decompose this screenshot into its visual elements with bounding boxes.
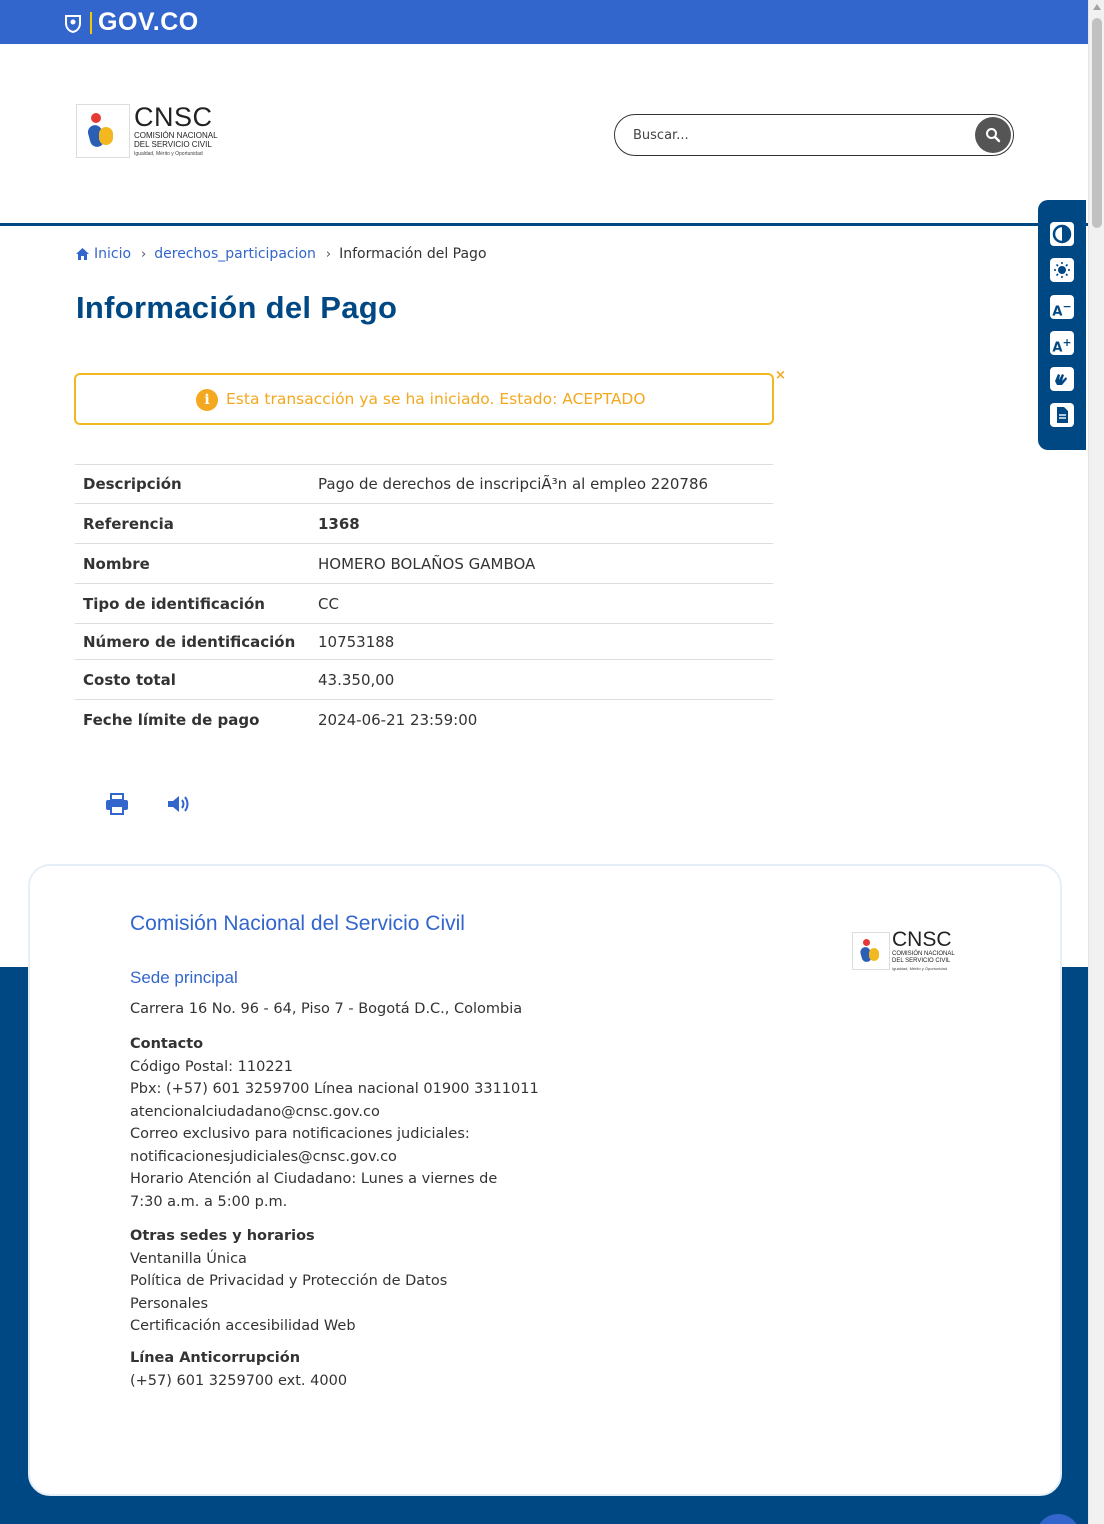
sign-language-icon[interactable] bbox=[1050, 367, 1074, 391]
colombia-shield-icon bbox=[62, 12, 84, 34]
contact-judicial-email[interactable]: notificacionesjudiciales@cnsc.gov.co bbox=[130, 1148, 397, 1165]
footer-title: Comisión Nacional del Servicio Civil bbox=[130, 912, 465, 935]
link-accessibility-cert[interactable]: Certificación accesibilidad Web bbox=[130, 1318, 356, 1334]
row-value: 2024-06-21 23:59:00 bbox=[310, 700, 773, 740]
other-sites-heading: Otras sedes y horarios bbox=[130, 1228, 315, 1244]
contrast-icon[interactable] bbox=[1050, 222, 1074, 246]
site-header bbox=[0, 44, 1088, 226]
alert-message: Esta transacción ya se ha iniciado. Estado: ACEPTADO bbox=[226, 390, 646, 408]
contact-postal: Código Postal: 110221 bbox=[130, 1058, 294, 1075]
row-label: Número de identificación bbox=[75, 624, 310, 660]
cnsc-logo[interactable] bbox=[76, 104, 222, 160]
anticorruption-phone[interactable]: (+57) 601 3259700 ext. 4000 bbox=[130, 1372, 348, 1389]
home-icon bbox=[76, 248, 89, 260]
contact-hours-time: 7:30 a.m. a 5:00 p.m. bbox=[130, 1193, 288, 1210]
search-button[interactable] bbox=[975, 117, 1011, 153]
alert-close-button[interactable]: × bbox=[775, 368, 786, 383]
row-value: 1368 bbox=[310, 504, 773, 544]
breadcrumb-home[interactable]: Inicio bbox=[94, 246, 132, 262]
document-icon[interactable] bbox=[1050, 403, 1074, 427]
font-decrease-icon[interactable]: A− bbox=[1050, 295, 1074, 319]
info-icon: i bbox=[196, 389, 218, 411]
print-icon[interactable] bbox=[104, 791, 130, 817]
contact-hours: Horario Atención al Ciudadano: Lunes a viernes de bbox=[130, 1171, 498, 1187]
row-label: Tipo de identificación bbox=[75, 584, 310, 624]
table-row bbox=[75, 584, 773, 624]
cnsc-logo-subtitle: COMISIÓN NACIONAL DEL SERVICIO CIVIL bbox=[134, 131, 218, 149]
brightness-icon[interactable] bbox=[1050, 258, 1074, 282]
scroll-up-arrow-icon[interactable] bbox=[1093, 4, 1101, 10]
cnsc-emblem-icon bbox=[852, 932, 890, 970]
footer-logo-subtitle: COMISIÓN NACIONAL DEL SERVICIO CIVIL bbox=[892, 951, 955, 964]
contact-email[interactable]: atencionalciudadano@cnsc.gov.co bbox=[130, 1103, 380, 1120]
accessibility-bar bbox=[1038, 200, 1086, 450]
link-ventanilla[interactable]: Ventanilla Única bbox=[130, 1250, 247, 1267]
row-label: Costo total bbox=[75, 660, 310, 700]
table-row bbox=[75, 660, 773, 700]
footer-cnsc-logo bbox=[852, 930, 962, 974]
table-row bbox=[75, 504, 773, 544]
gov-bar bbox=[0, 0, 1088, 44]
speaker-icon[interactable] bbox=[165, 791, 191, 817]
row-label: Feche límite de pago bbox=[75, 700, 310, 740]
gov-logo-separator bbox=[90, 12, 92, 34]
breadcrumb-derechos[interactable]: derechos_participacion bbox=[154, 246, 316, 262]
gov-logo[interactable] bbox=[62, 8, 199, 37]
row-value: Pago de derechos de inscripciÃ³n al empleo 220786 bbox=[310, 465, 773, 504]
cnsc-logo-name: CNSC bbox=[134, 102, 213, 132]
chevron-right-icon: › bbox=[325, 246, 332, 262]
footer-logo-name: CNSC bbox=[892, 928, 952, 951]
footer-address: Carrera 16 No. 96 - 64, Piso 7 - Bogotá D.C., Colombia bbox=[130, 1001, 523, 1017]
contact-heading: Contacto bbox=[130, 1036, 204, 1052]
row-value: CC bbox=[310, 584, 773, 624]
cnsc-emblem-icon bbox=[76, 104, 130, 158]
row-label: Descripción bbox=[75, 465, 310, 504]
font-increase-icon[interactable]: A+ bbox=[1050, 331, 1074, 355]
footer-anticorruption bbox=[130, 1347, 550, 1392]
page-scrollbar[interactable] bbox=[1088, 0, 1104, 1524]
contact-phone[interactable]: Pbx: (+57) 601 3259700 Línea nacional 01900 3311011 bbox=[130, 1081, 539, 1097]
gov-logo-text: GOV.CO bbox=[98, 8, 199, 36]
table-row bbox=[75, 465, 773, 504]
table-row bbox=[75, 544, 773, 584]
status-alert bbox=[74, 373, 774, 425]
link-privacy[interactable]: Política de Privacidad y Protección de Datos bbox=[130, 1273, 448, 1289]
payment-table bbox=[75, 464, 773, 740]
chevron-right-icon: › bbox=[141, 246, 147, 262]
breadcrumb-current: Información del Pago bbox=[339, 246, 487, 262]
table-row bbox=[75, 624, 773, 660]
table-row bbox=[75, 700, 773, 740]
link-privacy-cont[interactable]: Personales bbox=[130, 1295, 209, 1312]
contact-judicial-label: Correo exclusivo para notificaciones judiciales: bbox=[130, 1126, 470, 1142]
page-title: Información del Pago bbox=[76, 290, 398, 325]
search-input[interactable] bbox=[633, 125, 963, 145]
footer-logo-tagline: Igualdad, Mérito y Oportunidad bbox=[892, 966, 947, 971]
row-label: Nombre bbox=[75, 544, 310, 584]
search-icon bbox=[985, 127, 1001, 143]
row-value: 43.350,00 bbox=[310, 660, 773, 700]
search-box bbox=[614, 114, 1014, 156]
cnsc-logo-tagline: Igualdad, Mérito y Oportunidad bbox=[134, 151, 203, 157]
row-value: HOMERO BOLAÑOS GAMBOA bbox=[310, 544, 773, 584]
footer-contact bbox=[130, 1033, 550, 1213]
row-value: 10753188 bbox=[310, 624, 773, 660]
row-label: Referencia bbox=[75, 504, 310, 544]
footer-other-sites bbox=[130, 1225, 550, 1338]
page-tools bbox=[104, 791, 191, 817]
scrollbar-thumb[interactable] bbox=[1092, 18, 1102, 228]
breadcrumb bbox=[76, 246, 487, 262]
footer-sede-title: Sede principal bbox=[130, 968, 238, 987]
anticorruption-heading: Línea Anticorrupción bbox=[130, 1350, 301, 1366]
